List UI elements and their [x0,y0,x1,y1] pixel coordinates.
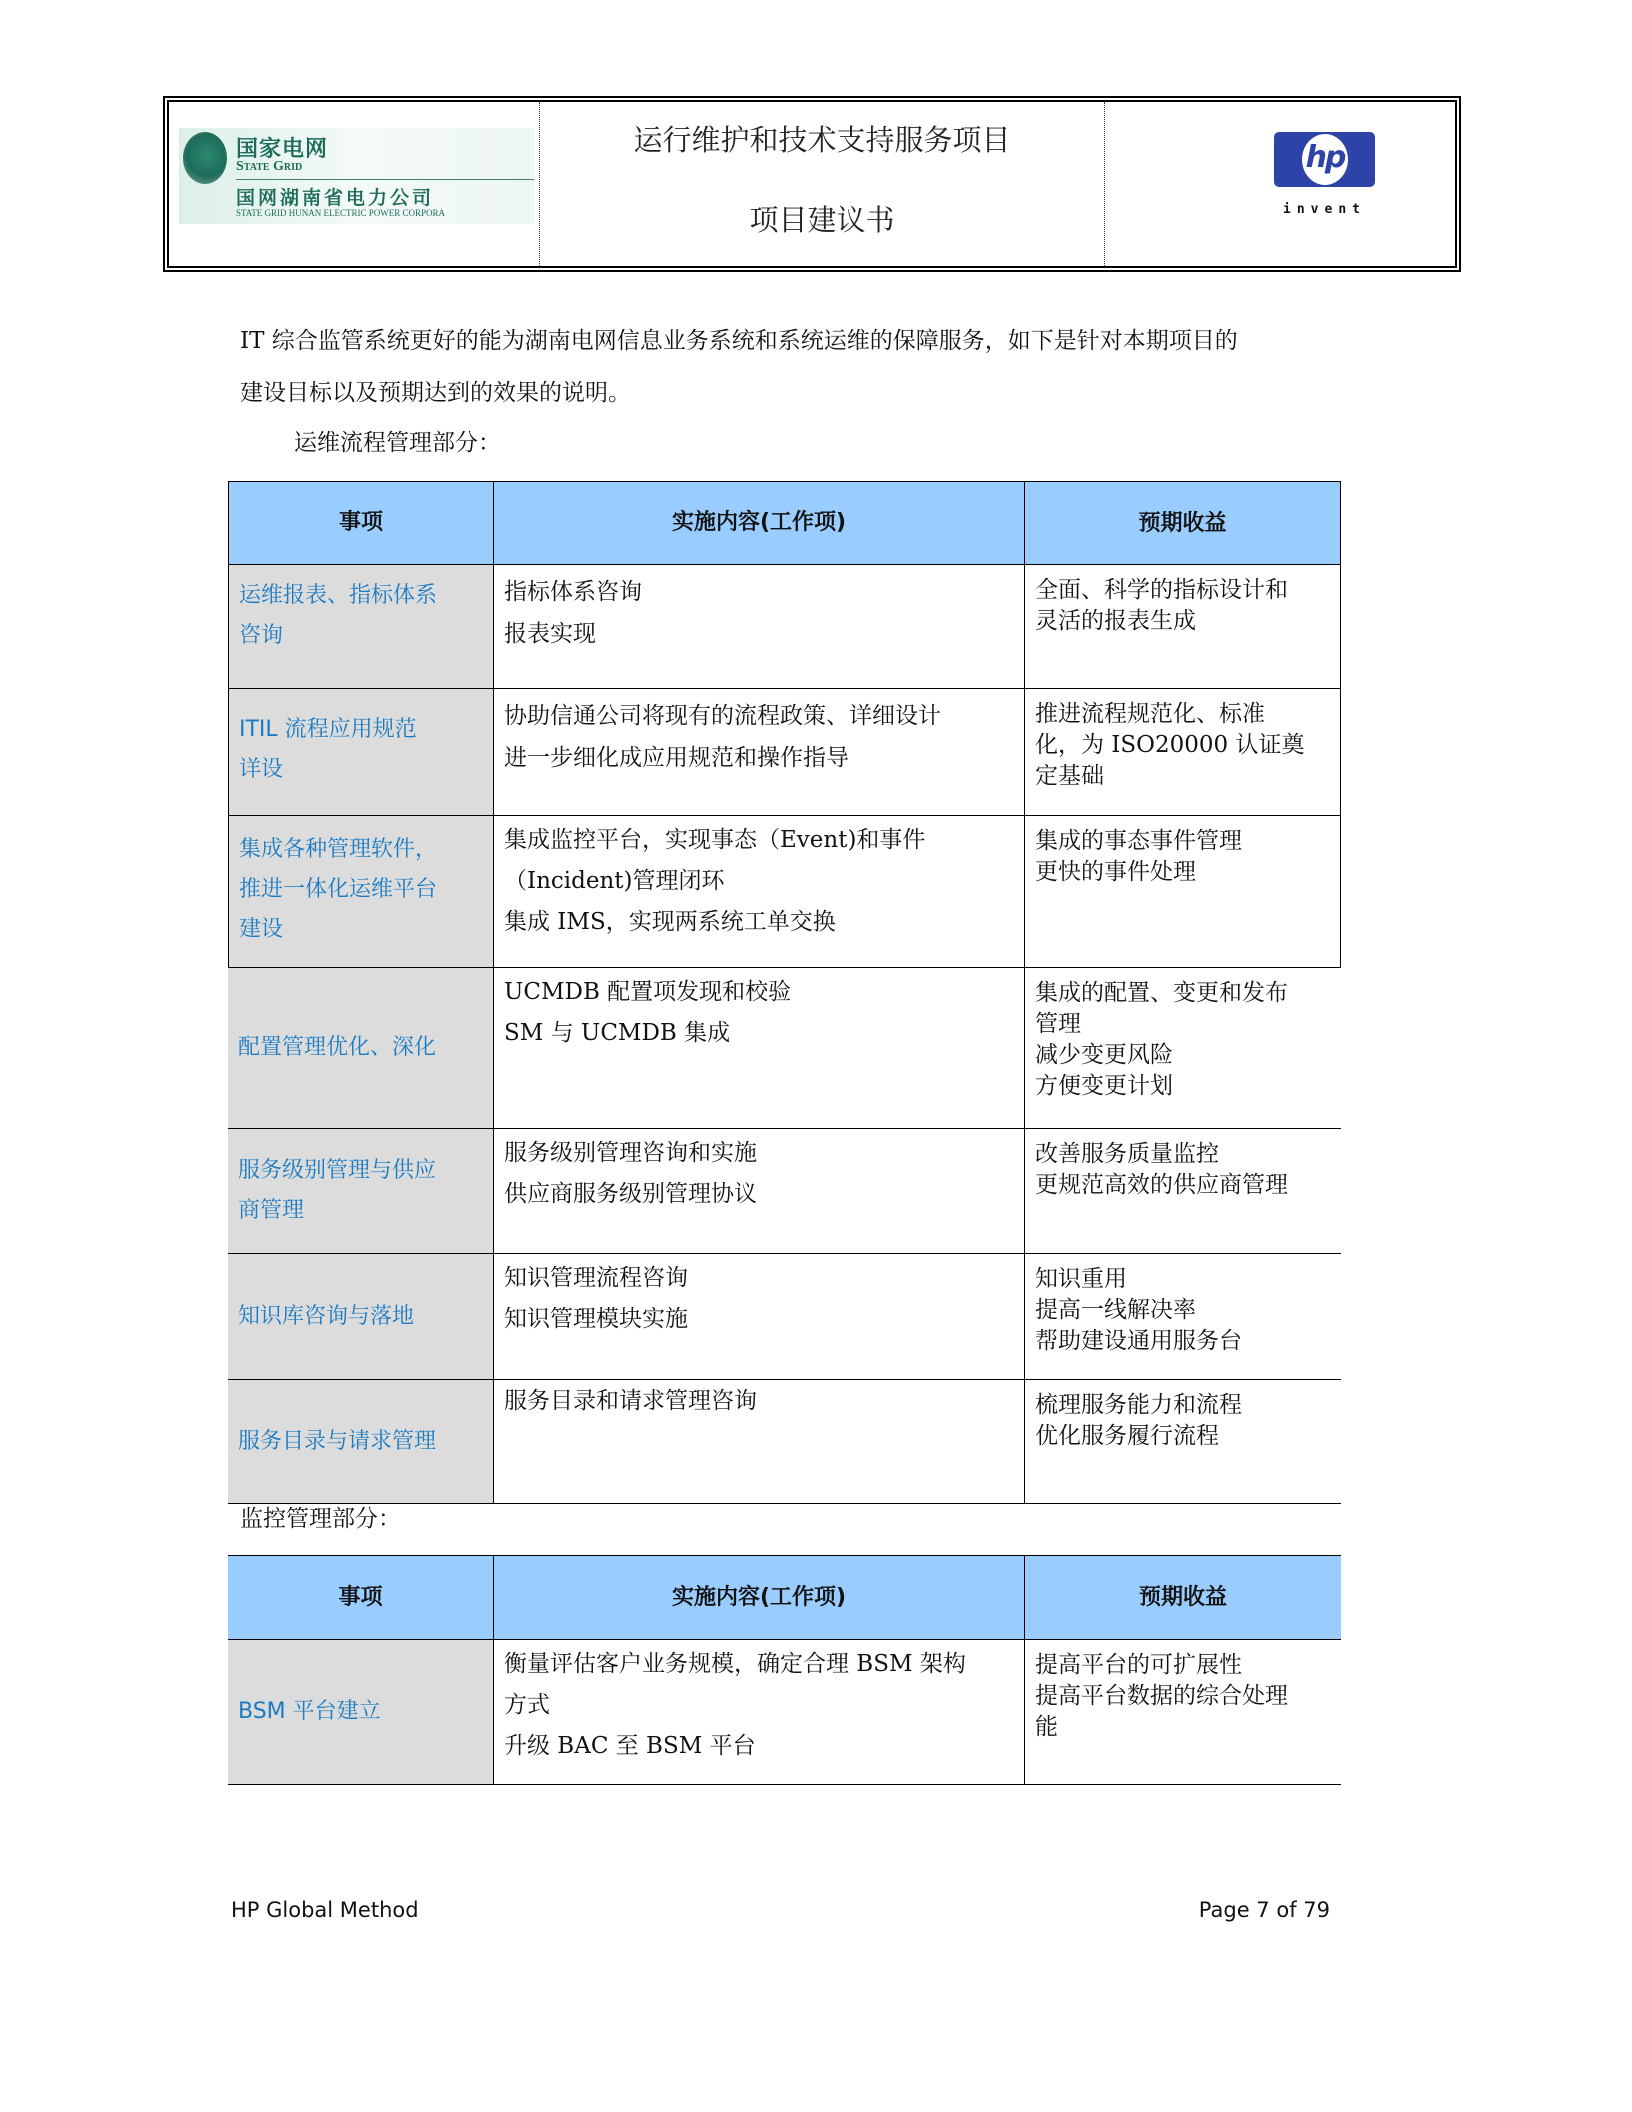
state-grid-logo [179,128,534,224]
section-heading-monitoring: 监控管理部分： [240,1506,401,1532]
state-grid-globe-icon [183,132,227,184]
row-content: 服务级别管理咨询和实施 供应商服务级别管理协议 [493,1129,1024,1253]
row-content: 集成监控平台，实现事态（Event)和事件 （Incident)管理闭环 集成 IMS，实现两系统工单交换 [493,816,1024,967]
table-row [228,689,1341,816]
state-grid-name-en: State Grid [236,159,303,174]
row-content: 协助信通公司将现有的流程政策、详细设计 进一步细化成应用规范和操作指导 [493,689,1024,815]
column-header-benefit: 预期收益 [1024,482,1341,564]
table-row [228,565,1341,689]
row-benefit: 知识重用 提高一线解决率 帮助建设通用服务台 [1024,1254,1341,1379]
hp-tagline: invent [1283,202,1366,217]
row-content: UCMDB 配置项发现和校验 SM 与 UCMDB 集成 [493,968,1024,1128]
row-benefit: 提高平台的可扩展性 提高平台数据的综合处理 能 [1024,1640,1341,1784]
row-benefit: 全面、科学的指标设计和 灵活的报表生成 [1024,565,1341,688]
section-heading-ops-process: 运维流程管理部分： [294,430,501,456]
column-header-content: 实施内容(工作项) [493,482,1024,564]
row-item: 知识库咨询与落地 [228,1254,493,1379]
page-header [163,96,1461,272]
logo-divider [236,179,534,180]
column-header-item: 事项 [228,482,493,564]
table-row [228,816,1341,968]
row-content: 衡量评估客户业务规模，确定合理 BSM 架构 方式 升级 BAC 至 BSM 平台 [493,1640,1024,1784]
document-type: 项目建议书 [749,203,895,237]
monitoring-table [228,1555,1341,1785]
row-benefit: 集成的配置、变更和发布 管理 减少变更风险 方便变更计划 [1024,968,1341,1128]
table-row [228,1640,1341,1785]
ops-process-table [228,481,1341,1503]
table-row [228,1254,1341,1380]
hunan-company-name-cn: 国网湖南省电力公司 [236,187,435,209]
header-title-cell [539,102,1105,266]
row-item: ITIL 流程应用规范 详设 [228,689,493,815]
row-benefit: 集成的事态事件管理 更快的事件处理 [1024,816,1341,967]
column-header-item: 事项 [228,1556,493,1639]
header-hp-cell [1103,102,1455,266]
page-number: Page 7 of 79 [1198,1898,1330,1922]
intro-line-2: 建设目标以及预期达到的效果的说明。 [240,380,631,406]
table-header-row [228,1555,1341,1640]
row-item: 服务级别管理与供应 商管理 [228,1129,493,1253]
table-row [228,968,1341,1129]
footer-method: HP Global Method [231,1898,419,1922]
state-grid-name-cn: 国家电网 [236,137,329,162]
hunan-company-name-en: STATE GRID HUNAN ELECTRIC POWER CORPORA [236,208,446,218]
row-content: 服务目录和请求管理咨询 [493,1380,1024,1503]
row-item: BSM 平台建立 [228,1640,493,1784]
row-content: 指标体系咨询 报表实现 [493,565,1024,688]
row-item: 运维报表、指标体系 咨询 [228,565,493,688]
row-item: 配置管理优化、深化 [228,968,493,1128]
row-item: 服务目录与请求管理 [228,1380,493,1503]
header-logo-cell [169,102,539,266]
column-header-content: 实施内容(工作项) [493,1556,1024,1639]
table-row [228,1129,1341,1254]
table-row [228,1380,1341,1504]
table-header-row [228,481,1341,565]
intro-line-1: IT 综合监管系统更好的能为湖南电网信息业务系统和系统运维的保障服务，如下是针对本期项目的 [240,328,1238,354]
column-header-benefit: 预期收益 [1024,1556,1341,1639]
hp-logo-icon: hp [1274,132,1375,187]
row-content: 知识管理流程咨询 知识管理模块实施 [493,1254,1024,1379]
row-item: 集成各种管理软件， 推进一体化运维平台 建设 [228,816,493,967]
project-title: 运行维护和技术支持服务项目 [633,123,1011,157]
row-benefit: 改善服务质量监控 更规范高效的供应商管理 [1024,1129,1341,1253]
row-benefit: 梳理服务能力和流程 优化服务履行流程 [1024,1380,1341,1503]
row-benefit: 推进流程规范化、标准 化，为 ISO20000 认证奠 定基础 [1024,689,1341,815]
